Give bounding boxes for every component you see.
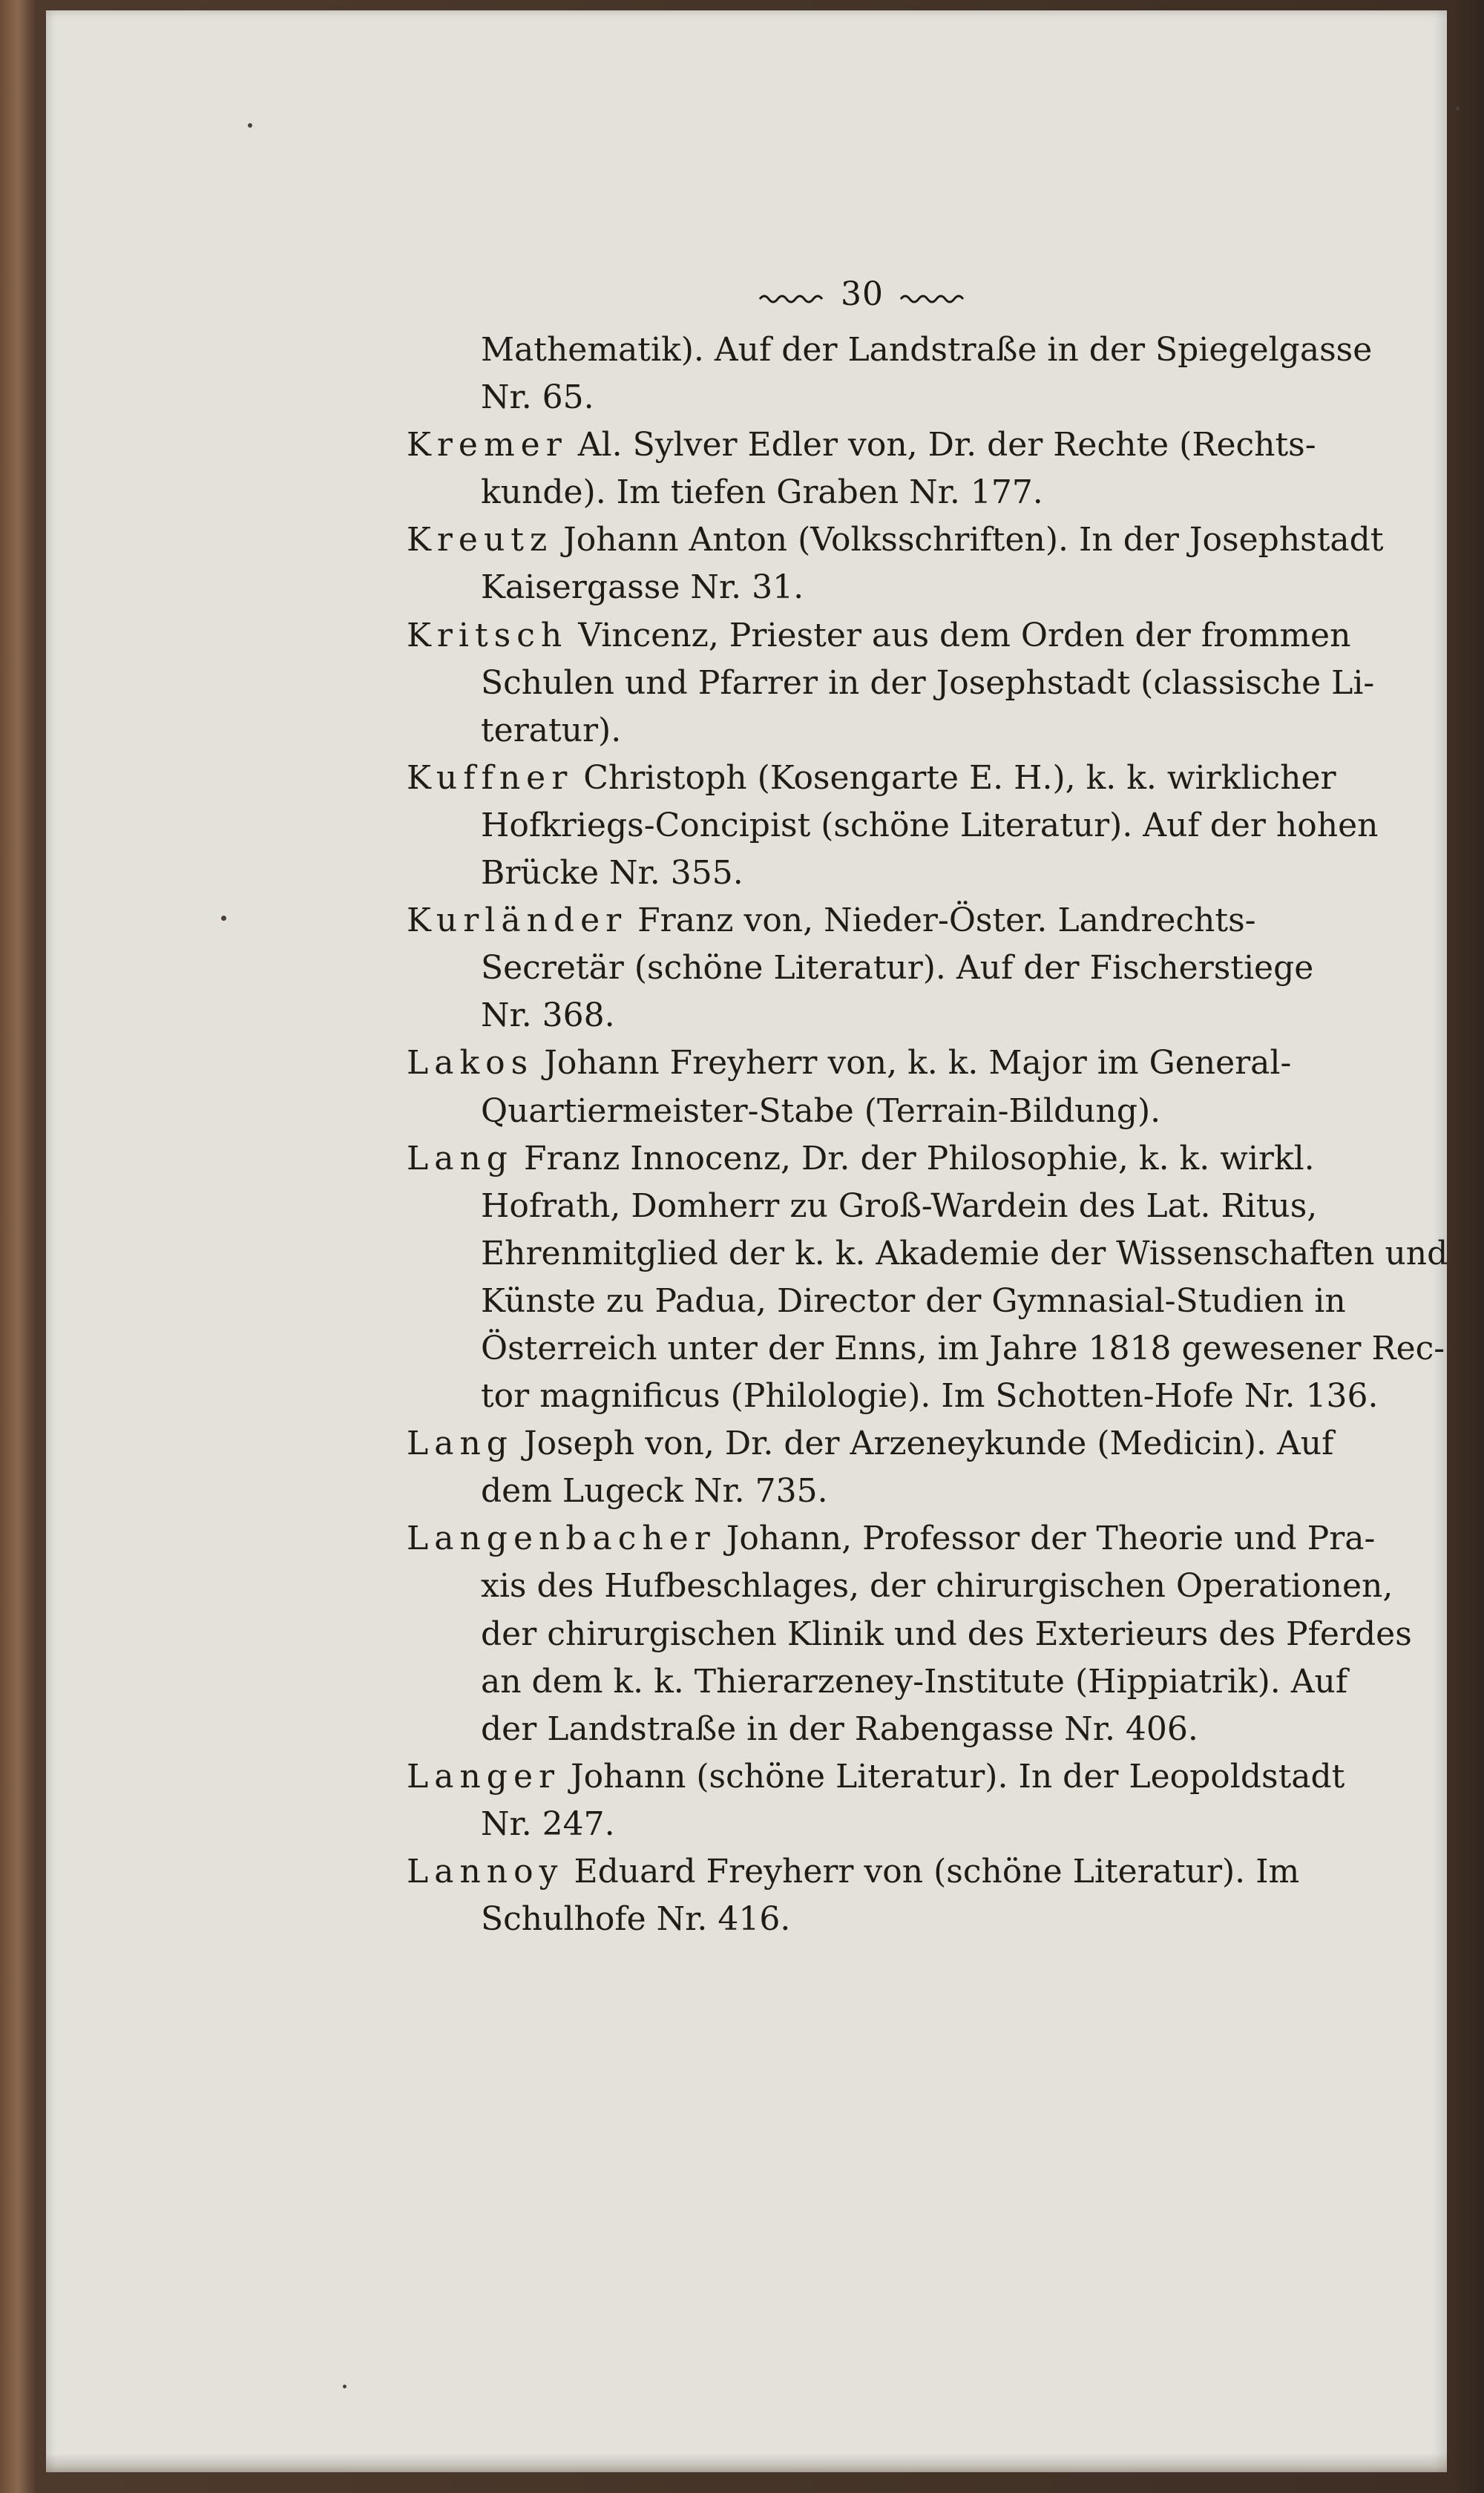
paper-speck bbox=[1456, 107, 1460, 111]
directory-text bbox=[407, 326, 1448, 1943]
entry-name: Lakos bbox=[407, 1044, 534, 1083]
entry-text: der chirurgischen Klinik und des Exterieurs des Pferdes bbox=[481, 1615, 1412, 1653]
directory-entry bbox=[407, 326, 1397, 421]
entry-continuation-line bbox=[407, 1563, 1397, 1610]
entry-text: Franz Innocenz, Dr. der Philosophie, k. k. wirkl. bbox=[523, 1139, 1315, 1177]
entry-text: Mathematik). Auf der Landstraße in der Spiegelgasse bbox=[481, 331, 1373, 369]
entry-continuation-line bbox=[407, 1088, 1397, 1135]
entry-continuation-line bbox=[407, 1373, 1397, 1420]
entry-text: Nr. 368. bbox=[481, 996, 615, 1035]
entry-name: Langer bbox=[407, 1757, 561, 1796]
entry-first-line bbox=[407, 897, 1397, 945]
entry-text: Secretär (schöne Literatur). Auf der Fischerstiege bbox=[481, 949, 1314, 988]
entry-continuation-line bbox=[407, 469, 1397, 516]
entry-text: kunde). Im tiefen Graben Nr. 177. bbox=[481, 473, 1043, 512]
entry-first-line bbox=[407, 1420, 1397, 1468]
entry-name: Kurländer bbox=[407, 901, 628, 940]
entry-text: Johann, Professor der Theorie und Pra- bbox=[726, 1520, 1376, 1558]
entry-continuation-line bbox=[407, 850, 1397, 897]
entry-continuation-line bbox=[407, 660, 1397, 707]
page-header bbox=[758, 273, 1055, 318]
entry-continuation-line bbox=[407, 326, 1397, 374]
entry-text: Brücke Nr. 355. bbox=[481, 854, 743, 893]
directory-entry bbox=[407, 516, 1397, 611]
entry-name: Langenbacher bbox=[407, 1520, 716, 1558]
directory-entry bbox=[407, 612, 1397, 755]
entry-first-line bbox=[407, 612, 1397, 660]
entry-name: Lang bbox=[407, 1139, 513, 1177]
ornament-left bbox=[758, 275, 825, 313]
entry-first-line bbox=[407, 755, 1397, 802]
entry-first-line bbox=[407, 516, 1397, 564]
entry-text: Hofrath, Domherr zu Groß-Wardein des Lat. Ritus, bbox=[481, 1186, 1318, 1225]
entry-text: tor magnificus (Philologie). Im Schotten-Hofe Nr. 136. bbox=[481, 1377, 1379, 1416]
directory-entry bbox=[407, 755, 1397, 897]
entry-first-line bbox=[407, 1039, 1397, 1087]
paper-speck bbox=[221, 916, 226, 921]
entry-text: Quartiermeister-Stabe (Terrain-Bildung). bbox=[481, 1091, 1161, 1130]
entry-text: der Landstraße in der Rabengasse Nr. 406. bbox=[481, 1709, 1198, 1748]
entry-name: Kreutz bbox=[407, 521, 554, 559]
entry-name: Lang bbox=[407, 1425, 513, 1463]
entry-first-line bbox=[407, 1135, 1397, 1183]
entry-text: dem Lugeck Nr. 735. bbox=[481, 1472, 828, 1511]
entry-text: Schulhofe Nr. 416. bbox=[481, 1900, 791, 1939]
entry-text: Nr. 247. bbox=[481, 1804, 615, 1843]
entry-name: Lannoy bbox=[407, 1853, 564, 1891]
entry-continuation-line bbox=[407, 1230, 1448, 1278]
entry-continuation-line bbox=[407, 992, 1397, 1039]
entry-continuation-line bbox=[407, 707, 1397, 755]
entry-text: Künste zu Padua, Director der Gymnasial-Studien in bbox=[481, 1281, 1346, 1320]
directory-entry bbox=[407, 421, 1397, 516]
entry-name: Kuffner bbox=[407, 758, 574, 797]
directory-entry bbox=[407, 1135, 1448, 1421]
entry-continuation-line bbox=[407, 564, 1397, 611]
entry-first-line bbox=[407, 1848, 1397, 1896]
entry-continuation-line bbox=[407, 1183, 1397, 1230]
entry-continuation-line bbox=[407, 945, 1397, 992]
directory-entry bbox=[407, 1515, 1412, 1753]
entry-text: Johann Freyherr von, k. k. Major im General- bbox=[544, 1044, 1292, 1083]
entry-text: Johann (schöne Literatur). In der Leopoldstadt bbox=[571, 1757, 1345, 1796]
directory-entry bbox=[407, 1753, 1397, 1848]
page-number: 30 bbox=[841, 275, 884, 313]
entry-first-line bbox=[407, 421, 1397, 469]
entry-continuation-line bbox=[407, 1896, 1397, 1943]
entry-text: Johann Anton (Volksschriften). In der Josephstadt bbox=[563, 521, 1384, 559]
entry-first-line bbox=[407, 1515, 1397, 1563]
entry-continuation-line bbox=[407, 1801, 1397, 1848]
entry-continuation-line bbox=[407, 374, 1397, 421]
paper-speck bbox=[343, 2385, 347, 2388]
entry-text: Hofkriegs-Concipist (schöne Literatur). Auf der hohen bbox=[481, 806, 1379, 844]
entry-continuation-line bbox=[407, 1278, 1397, 1325]
entry-name: Kremer bbox=[407, 426, 568, 464]
entry-text: xis des Hufbeschlages, der chirurgischen Operationen, bbox=[481, 1567, 1393, 1606]
entry-text: Ehrenmitglied der k. k. Akademie der Wissenschaften und bbox=[481, 1234, 1448, 1272]
ornament-right bbox=[899, 275, 966, 313]
entry-text: Österreich unter der Enns, im Jahre 1818 gewesener Rec- bbox=[481, 1329, 1445, 1367]
entry-text: Vincenz, Priester aus dem Orden der frommen bbox=[578, 616, 1351, 654]
entry-continuation-line bbox=[407, 1468, 1397, 1515]
directory-entry bbox=[407, 897, 1397, 1039]
entry-text: Franz von, Nieder-Öster. Landrechts- bbox=[637, 901, 1256, 940]
entry-text: an dem k. k. Thierarzeney-Institute (Hippiatrik). Auf bbox=[481, 1662, 1348, 1701]
entry-continuation-line bbox=[407, 802, 1397, 850]
entry-continuation-line bbox=[407, 1325, 1445, 1373]
entry-text: Nr. 65. bbox=[481, 378, 594, 417]
entry-text: teratur). bbox=[481, 711, 622, 749]
directory-entry bbox=[407, 1039, 1397, 1134]
entry-continuation-line bbox=[407, 1611, 1412, 1658]
directory-entry bbox=[407, 1848, 1397, 1943]
entry-name: Kritsch bbox=[407, 616, 568, 654]
entry-text: Joseph von, Dr. der Arzeneykunde (Medicin). Auf bbox=[523, 1425, 1334, 1463]
entry-continuation-line bbox=[407, 1706, 1397, 1753]
entry-text: Christoph (Kosengarte E. H.), k. k. wirklicher bbox=[583, 758, 1336, 797]
entry-text: Kaisergasse Nr. 31. bbox=[481, 568, 804, 607]
entry-continuation-line bbox=[407, 1658, 1397, 1706]
entry-text: Schulen und Pfarrer in der Josephstadt (classische Li- bbox=[481, 663, 1375, 702]
entry-first-line bbox=[407, 1753, 1397, 1801]
directory-entry bbox=[407, 1420, 1397, 1515]
entry-text: Al. Sylver Edler von, Dr. der Rechte (Rechts- bbox=[577, 426, 1316, 464]
entry-text: Eduard Freyherr von (schöne Literatur). Im bbox=[574, 1853, 1300, 1891]
paper-speck bbox=[248, 123, 252, 128]
